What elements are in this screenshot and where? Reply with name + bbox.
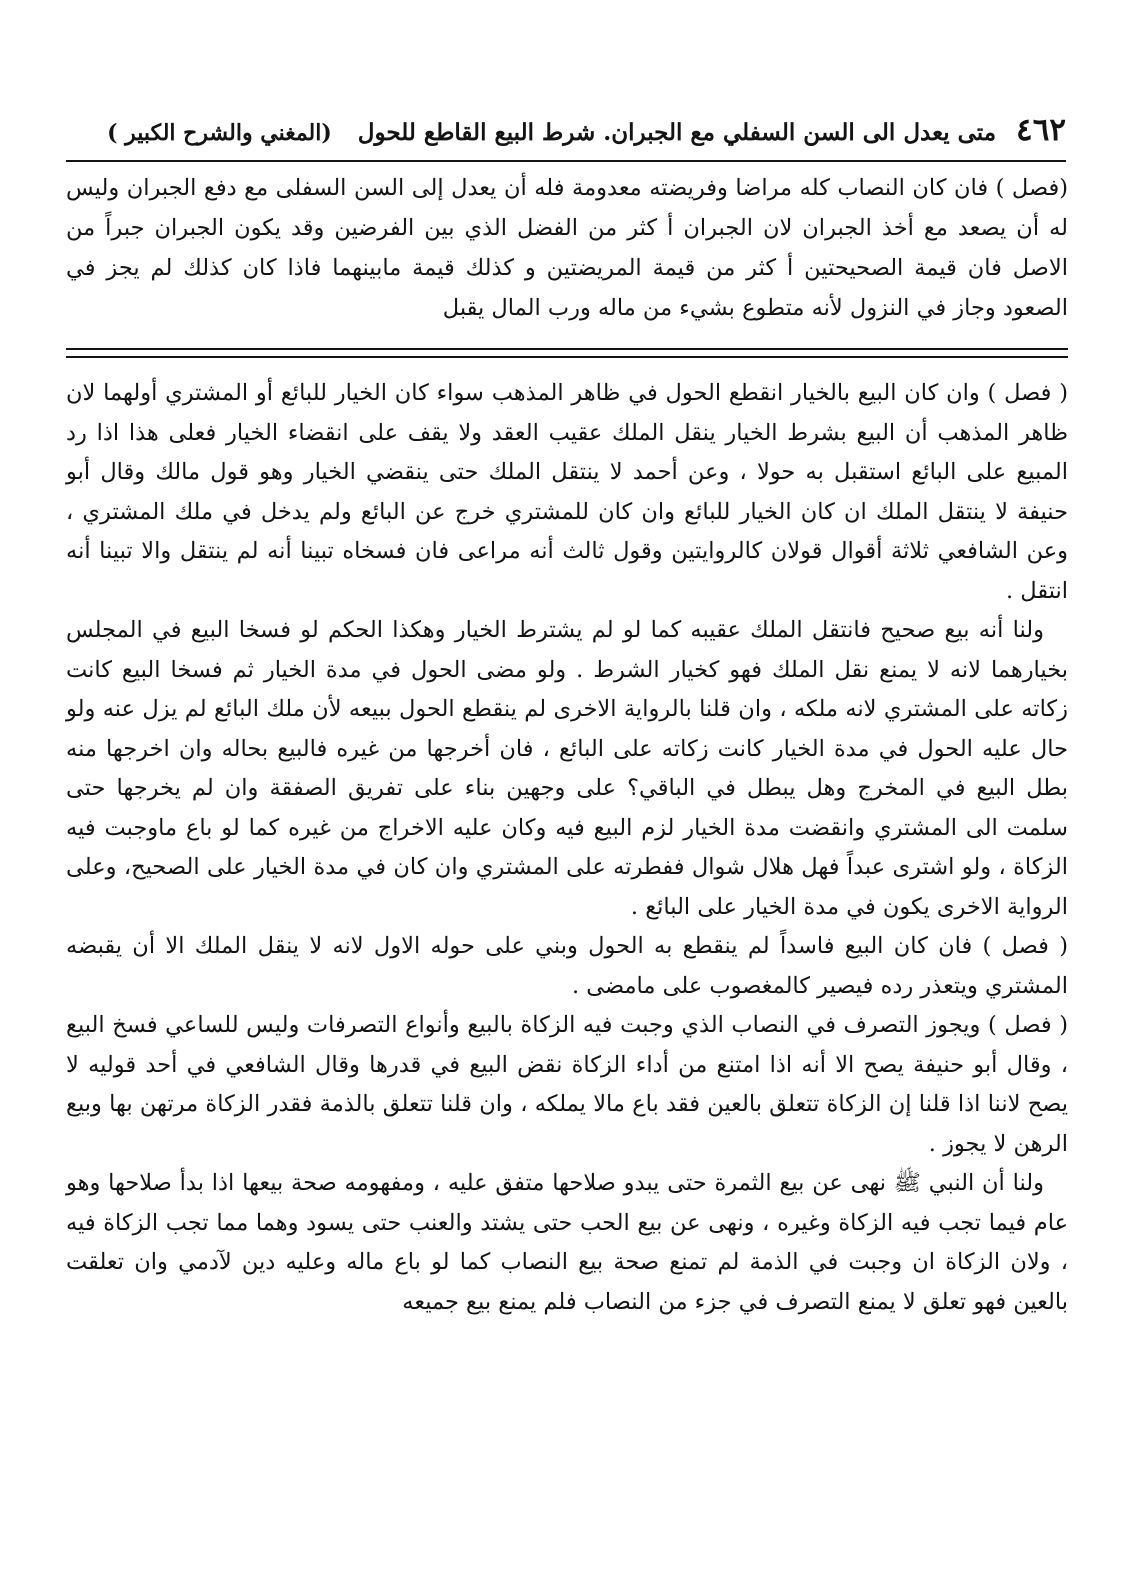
page-number: ٤٦٢	[1016, 112, 1066, 148]
commentary-paragraph: ولنا أن النبي ﷺ نهى عن بيع الثمرة حتى يبدو صلاحها متفق عليه ، ومفهومه صحة بيعها اذا بدأ صلاحها وهو عام فيما تجب فيه الزكاة وغيره ، ونهى عن بيع الحب حتى يشتد والعنب حتى يسود وهما مما تجب الزكاة فيه ، ولان الزكاة ان وجبت في الذمة لم تمنع صحة بيع النصاب كما لو باع ماله وعليه دين لآدمي وان تعلقت بالعين فهو تعلق لا يمنع التصرف في جزء من النصاب فلم يمنع بيع جميعه	[66, 1170, 1068, 1315]
commentary-paragraph: ( فصل ) وان كان البيع بالخيار انقطع الحول في ظاهر المذهب سواء كان الخيار للبائع أو المشتري أولهما لان ظاهر المذهب أن البيع بشرط الخيار ينقل الملك عقيب العقد ولا يقف على انقضاء الخيار فعلى هذا اذا رد المبيع على البائع استقبل به حولا ، وعن أحمد لا ينتقل الملك حتى ينقضي الخيار وهو قول مالك وقال أبو حنيفة لا ينتقل الملك ان كان الخيار للبائع وان كان للمشتري خرج عن البائع ولم يدخل في ملك المشتري ، وعن الشافعي ثلاثة أقوال قولان كالروايتين وقول ثالث أنه مراعى فان فسخاه تبينا أنه لم ينتقل والا تبينا أنه انتقل .	[66, 380, 1068, 604]
section-divider	[66, 348, 1068, 358]
main-text-section	[66, 168, 1068, 328]
running-header	[66, 112, 1066, 162]
book-page	[66, 112, 1068, 1322]
topic-title: متى يعدل الى السن السفلي مع الجبران. شرط البيع القاطع للحول	[357, 119, 997, 146]
commentary-paragraph: ( فصل ) فان كان البيع فاسداً لم ينقطع به الحول وبني على حوله الاول لانه لا ينقل الملك الا أن يقبضه المشتري ويتعذر رده فيصير كالمغصوب على مامضى .	[66, 933, 1068, 999]
commentary-paragraph: ( فصل ) ويجوز التصرف في النصاب الذي وجبت فيه الزكاة بالبيع وأنواع التصرفات وليس للساعي فسخ البيع ، وقال أبو حنيفة يصح الا أنه اذا امتنع من أداء الزكاة نقض البيع في قدرها وقال الشافعي في أحد قوليه لا يصح لاننا اذا قلنا إن الزكاة تتعلق بالعين فقد باع مالا يملكه ، وان قلنا تتعلق بالذمة فقدر الزكاة مرتهن بها وبيع الرهن لا يجوز .	[66, 1012, 1068, 1157]
main-text-paragraph: (فصل ) فان كان النصاب كله مراضا وفريضته معدومة فله أن يعدل إلى السن السفلى مع دفع الجبران وليس له أن يصعد مع أخذ الجبران لان الجبران أ كثر من الفضل الذي بين الفرضين وقد يكون الجبران جبراً من الاصل فان قيمة الصحيحتين أ كثر من قيمة المريضتين و كذلك قيمة مابينهما فاذا كان كذلك لم يجز في الصعود وجاز في النزول لأنه متطوع بشيء من ماله ورب المال يقبل	[66, 175, 1068, 321]
commentary-paragraph: ولنا أنه بيع صحيح فانتقل الملك عقيبه كما لو لم يشترط الخيار وهكذا الحكم لو فسخا البيع في المجلس بخيارهما لانه لا يمنع نقل الملك فهو كخيار الشرط . ولو مضى الحول في مدة الخيار ثم فسخا البيع كانت زكاته على المشتري لانه ملكه ، وان قلنا بالرواية الاخرى لم ينقطع الحول ببيعه لأن ملك البائع لم يزل عنه ولو حال عليه الحول في مدة الخيار كانت زكاته على البائع ، فان أخرجها من غيره فالبيع بحاله وان اخرجها منه بطل البيع في المخرج وهل يبطل في الباقي؟ على وجهين بناء على تفريق الصفقة وان لم يخرجها حتى سلمت الى المشتري وانقضت مدة الخيار لزم البيع فيه وكان عليه الاخراج من غيره كما لو باع ماوجبت فيه الزكاة ، ولو اشترى عبداً فهل هلال شوال ففطرته على المشتري وان كان في مدة الخيار على الصحيح، وعلى الرواية الاخرى يكون في مدة الخيار على البائع .	[66, 617, 1068, 920]
commentary-section	[66, 374, 1068, 1322]
book-title: (المغني والشرح الكبير )	[107, 120, 332, 146]
